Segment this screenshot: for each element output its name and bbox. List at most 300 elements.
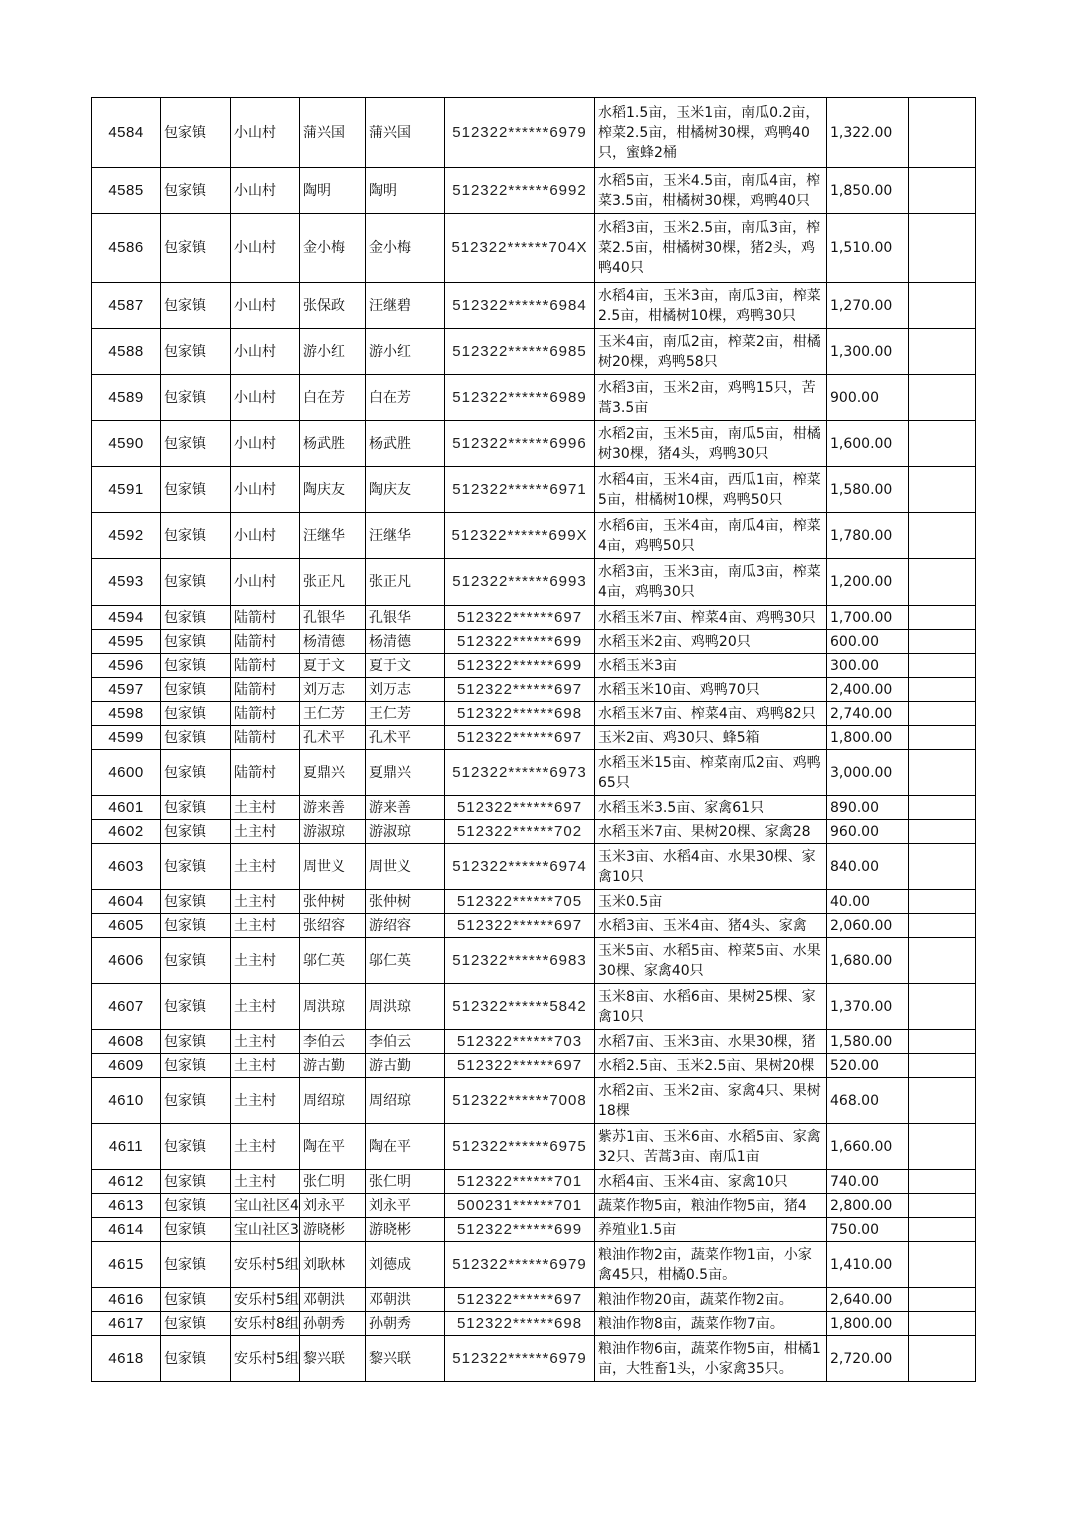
id-number-cell: 512322******698 — [445, 702, 595, 726]
production-description-cell: 水稻玉米7亩、榨菜4亩、鸡鸭82只 — [595, 702, 827, 726]
id-number-cell: 512322******6985 — [445, 329, 595, 375]
production-description-cell: 水稻3亩、玉米4亩、猪4头、家禽 — [595, 914, 827, 938]
subsidy-amount-cell: 1,580.00 — [827, 1030, 909, 1054]
subsidy-amount-cell: 1,800.00 — [827, 726, 909, 750]
id-number-cell: 512322******6979 — [445, 1336, 595, 1382]
payee-name-cell: 金小梅 — [366, 214, 445, 283]
table-row — [92, 283, 976, 329]
household-name-cell: 孔银华 — [300, 606, 366, 630]
production-description-cell: 水稻4亩，玉米3亩，南瓜3亩，榨菜2.5亩，柑橘树10棵，鸡鸭30只 — [595, 283, 827, 329]
household-name-cell: 夏于文 — [300, 654, 366, 678]
payee-name-cell: 邬仁英 — [366, 938, 445, 984]
production-description-cell: 紫苏1亩、玉米6亩、水稻5亩、家禽32只、苦蒿3亩、南瓜1亩 — [595, 1124, 827, 1170]
village-cell: 小山村 — [231, 375, 300, 421]
production-description-cell: 水稻玉米10亩、鸡鸭70只 — [595, 678, 827, 702]
production-description-cell: 水稻玉米7亩、榨菜4亩、鸡鸭30只 — [595, 606, 827, 630]
row-number: 4596 — [92, 654, 161, 678]
production-description-cell: 水稻4亩、玉米4亩、家禽10只 — [595, 1170, 827, 1194]
row-number: 4599 — [92, 726, 161, 750]
household-name-cell: 夏鼎兴 — [300, 750, 366, 796]
remarks-cell — [909, 559, 976, 606]
id-number-cell: 512322******6983 — [445, 938, 595, 984]
town-cell: 包家镇 — [161, 559, 231, 606]
subsidy-amount-cell: 468.00 — [827, 1078, 909, 1124]
subsidy-amount-cell: 1,700.00 — [827, 606, 909, 630]
row-number: 4612 — [92, 1170, 161, 1194]
remarks-cell — [909, 98, 976, 168]
town-cell: 包家镇 — [161, 654, 231, 678]
table-row — [92, 1288, 976, 1312]
remarks-cell — [909, 726, 976, 750]
household-name-cell: 陶在平 — [300, 1124, 366, 1170]
id-number-cell: 512322******701 — [445, 1170, 595, 1194]
subsidy-amount-cell: 3,000.00 — [827, 750, 909, 796]
payee-name-cell: 夏于文 — [366, 654, 445, 678]
payee-name-cell: 周洪琼 — [366, 984, 445, 1030]
household-name-cell: 张正凡 — [300, 559, 366, 606]
payee-name-cell: 邓朝洪 — [366, 1288, 445, 1312]
id-number-cell: 512322******697 — [445, 1288, 595, 1312]
id-number-cell: 512322******6973 — [445, 750, 595, 796]
payee-name-cell: 刘德成 — [366, 1242, 445, 1288]
payee-name-cell: 陶明 — [366, 168, 445, 214]
town-cell: 包家镇 — [161, 467, 231, 513]
table-row — [92, 98, 976, 168]
town-cell: 包家镇 — [161, 1336, 231, 1382]
household-name-cell: 杨清德 — [300, 630, 366, 654]
subsidy-amount-cell: 1,510.00 — [827, 214, 909, 283]
town-cell: 包家镇 — [161, 750, 231, 796]
row-number: 4602 — [92, 820, 161, 844]
town-cell: 包家镇 — [161, 98, 231, 168]
table-row — [92, 914, 976, 938]
household-name-cell: 张绍容 — [300, 914, 366, 938]
row-number: 4608 — [92, 1030, 161, 1054]
subsidy-amount-cell: 1,800.00 — [827, 1312, 909, 1336]
village-cell: 土主村 — [231, 844, 300, 890]
payee-name-cell: 孔术平 — [366, 726, 445, 750]
household-name-cell: 邬仁英 — [300, 938, 366, 984]
household-name-cell: 游晓彬 — [300, 1218, 366, 1242]
remarks-cell — [909, 513, 976, 559]
town-cell: 包家镇 — [161, 513, 231, 559]
subsidy-amount-cell: 1,660.00 — [827, 1124, 909, 1170]
subsidy-amount-cell: 300.00 — [827, 654, 909, 678]
table-row — [92, 168, 976, 214]
payee-name-cell: 游小红 — [366, 329, 445, 375]
table-row — [92, 467, 976, 513]
household-name-cell: 李伯云 — [300, 1030, 366, 1054]
id-number-cell: 512322******697 — [445, 606, 595, 630]
village-cell: 土主村 — [231, 1054, 300, 1078]
subsidy-amount-cell: 740.00 — [827, 1170, 909, 1194]
village-cell: 宝山社区3 — [231, 1218, 300, 1242]
remarks-cell — [909, 467, 976, 513]
payee-name-cell: 孙朝秀 — [366, 1312, 445, 1336]
town-cell: 包家镇 — [161, 796, 231, 820]
row-number: 4595 — [92, 630, 161, 654]
production-description-cell: 粮油作物20亩，蔬菜作物2亩。 — [595, 1288, 827, 1312]
id-number-cell: 512322******6979 — [445, 1242, 595, 1288]
production-description-cell: 玉米2亩、鸡30只、蜂5箱 — [595, 726, 827, 750]
remarks-cell — [909, 654, 976, 678]
production-description-cell: 水稻5亩，玉米4.5亩，南瓜4亩，榨菜3.5亩，柑橘树30棵，鸡鸭40只 — [595, 168, 827, 214]
household-name-cell: 张保政 — [300, 283, 366, 329]
row-number: 4618 — [92, 1336, 161, 1382]
row-number: 4607 — [92, 984, 161, 1030]
household-name-cell: 陶明 — [300, 168, 366, 214]
remarks-cell — [909, 1288, 976, 1312]
town-cell: 包家镇 — [161, 1242, 231, 1288]
remarks-cell — [909, 702, 976, 726]
household-name-cell: 汪继华 — [300, 513, 366, 559]
village-cell: 土主村 — [231, 1030, 300, 1054]
household-name-cell: 蒲兴国 — [300, 98, 366, 168]
village-cell: 陆箭村 — [231, 630, 300, 654]
subsidy-amount-cell: 840.00 — [827, 844, 909, 890]
remarks-cell — [909, 1030, 976, 1054]
village-cell: 土主村 — [231, 890, 300, 914]
remarks-cell — [909, 606, 976, 630]
row-number: 4588 — [92, 329, 161, 375]
table-row — [92, 214, 976, 283]
village-cell: 小山村 — [231, 214, 300, 283]
subsidy-amount-cell: 890.00 — [827, 796, 909, 820]
id-number-cell: 512322******705 — [445, 890, 595, 914]
production-description-cell: 玉米5亩、水稻5亩、榨菜5亩、水果30棵、家禽40只 — [595, 938, 827, 984]
household-name-cell: 陶庆友 — [300, 467, 366, 513]
table-row — [92, 654, 976, 678]
subsidy-amount-cell: 2,740.00 — [827, 702, 909, 726]
id-number-cell: 500231******701 — [445, 1194, 595, 1218]
subsidy-amount-cell: 1,200.00 — [827, 559, 909, 606]
payee-name-cell: 游古勤 — [366, 1054, 445, 1078]
production-description-cell: 玉米3亩、水稻4亩、水果30棵、家禽10只 — [595, 844, 827, 890]
village-cell: 陆箭村 — [231, 750, 300, 796]
table-row — [92, 1124, 976, 1170]
table-row — [92, 1054, 976, 1078]
row-number: 4594 — [92, 606, 161, 630]
town-cell: 包家镇 — [161, 1124, 231, 1170]
row-number: 4609 — [92, 1054, 161, 1078]
payee-name-cell: 刘永平 — [366, 1194, 445, 1218]
table-row — [92, 1312, 976, 1336]
remarks-cell — [909, 1242, 976, 1288]
remarks-cell — [909, 1124, 976, 1170]
table-row — [92, 606, 976, 630]
household-name-cell: 周洪琼 — [300, 984, 366, 1030]
town-cell: 包家镇 — [161, 214, 231, 283]
table-row — [92, 820, 976, 844]
production-description-cell: 水稻玉米3亩 — [595, 654, 827, 678]
table-row — [92, 890, 976, 914]
id-number-cell: 512322******6975 — [445, 1124, 595, 1170]
household-name-cell: 孔术平 — [300, 726, 366, 750]
subsidy-amount-cell: 1,850.00 — [827, 168, 909, 214]
payee-name-cell: 张正凡 — [366, 559, 445, 606]
subsidy-amount-cell: 1,780.00 — [827, 513, 909, 559]
payee-name-cell: 杨武胜 — [366, 421, 445, 467]
village-cell: 安乐村5组 — [231, 1242, 300, 1288]
production-description-cell: 水稻4亩，玉米4亩，西瓜1亩，榨菜5亩，柑橘树10棵，鸡鸭50只 — [595, 467, 827, 513]
row-number: 4590 — [92, 421, 161, 467]
table-row — [92, 1218, 976, 1242]
village-cell: 土主村 — [231, 1124, 300, 1170]
production-description-cell: 水稻1.5亩，玉米1亩，南瓜0.2亩，榨菜2.5亩，柑橘树30棵，鸡鸭40只，蜜蜂2桶 — [595, 98, 827, 168]
payee-name-cell: 白在芳 — [366, 375, 445, 421]
town-cell: 包家镇 — [161, 421, 231, 467]
row-number: 4593 — [92, 559, 161, 606]
village-cell: 土主村 — [231, 1078, 300, 1124]
remarks-cell — [909, 329, 976, 375]
table-row — [92, 1170, 976, 1194]
row-number: 4598 — [92, 702, 161, 726]
table-row — [92, 726, 976, 750]
remarks-cell — [909, 1218, 976, 1242]
production-description-cell: 玉米8亩、水稻6亩、果树25棵、家禽10只 — [595, 984, 827, 1030]
id-number-cell: 512322******699 — [445, 1218, 595, 1242]
remarks-cell — [909, 1170, 976, 1194]
remarks-cell — [909, 844, 976, 890]
village-cell: 安乐村8组 — [231, 1312, 300, 1336]
production-description-cell: 粮油作物2亩，蔬菜作物1亩，小家禽45只，柑橘0.5亩。 — [595, 1242, 827, 1288]
town-cell: 包家镇 — [161, 168, 231, 214]
payee-name-cell: 游晓彬 — [366, 1218, 445, 1242]
id-number-cell: 512322******697 — [445, 1054, 595, 1078]
row-number: 4614 — [92, 1218, 161, 1242]
remarks-cell — [909, 1312, 976, 1336]
row-number: 4601 — [92, 796, 161, 820]
village-cell: 陆箭村 — [231, 678, 300, 702]
payee-name-cell: 游淑琼 — [366, 820, 445, 844]
payee-name-cell: 周世义 — [366, 844, 445, 890]
id-number-cell: 512322******697 — [445, 796, 595, 820]
table-row — [92, 844, 976, 890]
town-cell: 包家镇 — [161, 726, 231, 750]
production-description-cell: 水稻玉米7亩、果树20棵、家禽28 — [595, 820, 827, 844]
row-number: 4610 — [92, 1078, 161, 1124]
subsidy-amount-cell: 750.00 — [827, 1218, 909, 1242]
subsidy-amount-cell: 960.00 — [827, 820, 909, 844]
id-number-cell: 512322******6993 — [445, 559, 595, 606]
payee-name-cell: 陶在平 — [366, 1124, 445, 1170]
household-name-cell: 周绍琼 — [300, 1078, 366, 1124]
remarks-cell — [909, 820, 976, 844]
subsidy-amount-cell: 2,060.00 — [827, 914, 909, 938]
production-description-cell: 蔬菜作物5亩，粮油作物5亩，猪4 — [595, 1194, 827, 1218]
town-cell: 包家镇 — [161, 1218, 231, 1242]
subsidy-amount-cell: 40.00 — [827, 890, 909, 914]
id-number-cell: 512322******697 — [445, 678, 595, 702]
payee-name-cell: 游绍容 — [366, 914, 445, 938]
row-number: 4615 — [92, 1242, 161, 1288]
production-description-cell: 水稻6亩，玉米4亩，南瓜4亩，榨菜4亩，鸡鸭50只 — [595, 513, 827, 559]
town-cell: 包家镇 — [161, 678, 231, 702]
row-number: 4604 — [92, 890, 161, 914]
household-name-cell: 游小红 — [300, 329, 366, 375]
remarks-cell — [909, 750, 976, 796]
subsidy-amount-cell: 1,600.00 — [827, 421, 909, 467]
payee-name-cell: 刘万志 — [366, 678, 445, 702]
payee-name-cell: 李伯云 — [366, 1030, 445, 1054]
remarks-cell — [909, 1078, 976, 1124]
household-name-cell: 王仁芳 — [300, 702, 366, 726]
table-row — [92, 329, 976, 375]
village-cell: 土主村 — [231, 938, 300, 984]
town-cell: 包家镇 — [161, 1312, 231, 1336]
town-cell: 包家镇 — [161, 1194, 231, 1218]
subsidy-amount-cell: 1,580.00 — [827, 467, 909, 513]
subsidy-amount-cell: 1,300.00 — [827, 329, 909, 375]
village-cell: 小山村 — [231, 421, 300, 467]
row-number: 4587 — [92, 283, 161, 329]
town-cell: 包家镇 — [161, 1170, 231, 1194]
remarks-cell — [909, 1194, 976, 1218]
production-description-cell: 水稻玉米3.5亩、家禽61只 — [595, 796, 827, 820]
row-number: 4585 — [92, 168, 161, 214]
village-cell: 土主村 — [231, 914, 300, 938]
subsidy-table — [91, 97, 976, 1382]
row-number: 4591 — [92, 467, 161, 513]
remarks-cell — [909, 984, 976, 1030]
id-number-cell: 512322******698 — [445, 1312, 595, 1336]
table-row — [92, 1078, 976, 1124]
table-row — [92, 375, 976, 421]
village-cell: 安乐村5组 — [231, 1288, 300, 1312]
row-number: 4616 — [92, 1288, 161, 1312]
remarks-cell — [909, 914, 976, 938]
table-row — [92, 796, 976, 820]
id-number-cell: 512322******699X — [445, 513, 595, 559]
household-name-cell: 游淑琼 — [300, 820, 366, 844]
village-cell: 土主村 — [231, 820, 300, 844]
subsidy-amount-cell: 1,680.00 — [827, 938, 909, 984]
payee-name-cell: 汪继碧 — [366, 283, 445, 329]
table-row — [92, 750, 976, 796]
payee-name-cell: 杨清德 — [366, 630, 445, 654]
household-name-cell: 张仲树 — [300, 890, 366, 914]
village-cell: 陆箭村 — [231, 606, 300, 630]
town-cell: 包家镇 — [161, 890, 231, 914]
row-number: 4586 — [92, 214, 161, 283]
table-row — [92, 630, 976, 654]
village-cell: 小山村 — [231, 467, 300, 513]
remarks-cell — [909, 421, 976, 467]
remarks-cell — [909, 938, 976, 984]
remarks-cell — [909, 1336, 976, 1382]
row-number: 4611 — [92, 1124, 161, 1170]
subsidy-amount-cell: 2,640.00 — [827, 1288, 909, 1312]
id-number-cell: 512322******697 — [445, 914, 595, 938]
table-row — [92, 559, 976, 606]
town-cell: 包家镇 — [161, 844, 231, 890]
id-number-cell: 512322******6984 — [445, 283, 595, 329]
town-cell: 包家镇 — [161, 375, 231, 421]
production-description-cell: 水稻3亩，玉米2亩，鸡鸭15只，苦蒿3.5亩 — [595, 375, 827, 421]
payee-name-cell: 黎兴联 — [366, 1336, 445, 1382]
payee-name-cell: 周绍琼 — [366, 1078, 445, 1124]
table-row — [92, 421, 976, 467]
household-name-cell: 杨武胜 — [300, 421, 366, 467]
village-cell: 宝山社区4 — [231, 1194, 300, 1218]
town-cell: 包家镇 — [161, 820, 231, 844]
household-name-cell: 刘万志 — [300, 678, 366, 702]
production-description-cell: 水稻玉米15亩、榨菜南瓜2亩、鸡鸭65只 — [595, 750, 827, 796]
payee-name-cell: 孔银华 — [366, 606, 445, 630]
table-row — [92, 1336, 976, 1382]
subsidy-amount-cell: 1,322.00 — [827, 98, 909, 168]
id-number-cell: 512322******6979 — [445, 98, 595, 168]
production-description-cell: 养殖业1.5亩 — [595, 1218, 827, 1242]
id-number-cell: 512322******697 — [445, 726, 595, 750]
household-name-cell: 游古勤 — [300, 1054, 366, 1078]
row-number: 4597 — [92, 678, 161, 702]
production-description-cell: 粮油作物6亩，蔬菜作物5亩，柑橘1亩，大牲畜1头，小家禽35只。 — [595, 1336, 827, 1382]
id-number-cell: 512322******704X — [445, 214, 595, 283]
table-row — [92, 513, 976, 559]
id-number-cell: 512322******6989 — [445, 375, 595, 421]
household-name-cell: 刘永平 — [300, 1194, 366, 1218]
subsidy-amount-cell: 1,270.00 — [827, 283, 909, 329]
row-number: 4592 — [92, 513, 161, 559]
id-number-cell: 512322******6974 — [445, 844, 595, 890]
remarks-cell — [909, 1054, 976, 1078]
town-cell: 包家镇 — [161, 984, 231, 1030]
row-number: 4605 — [92, 914, 161, 938]
row-number: 4584 — [92, 98, 161, 168]
village-cell: 小山村 — [231, 329, 300, 375]
production-description-cell: 粮油作物8亩，蔬菜作物7亩。 — [595, 1312, 827, 1336]
remarks-cell — [909, 214, 976, 283]
subsidy-amount-cell: 900.00 — [827, 375, 909, 421]
table-row — [92, 984, 976, 1030]
household-name-cell: 周世义 — [300, 844, 366, 890]
production-description-cell: 水稻2亩，玉米5亩，南瓜5亩，柑橘树30棵，猪4头，鸡鸭30只 — [595, 421, 827, 467]
payee-name-cell: 张仲树 — [366, 890, 445, 914]
village-cell: 陆箭村 — [231, 702, 300, 726]
household-name-cell: 孙朝秀 — [300, 1312, 366, 1336]
payee-name-cell: 蒲兴国 — [366, 98, 445, 168]
village-cell: 安乐村5组 — [231, 1336, 300, 1382]
payee-name-cell: 汪继华 — [366, 513, 445, 559]
payee-name-cell: 夏鼎兴 — [366, 750, 445, 796]
production-description-cell: 水稻7亩、玉米3亩、水果30棵，猪 — [595, 1030, 827, 1054]
row-number: 4600 — [92, 750, 161, 796]
table-row — [92, 1242, 976, 1288]
subsidy-amount-cell: 1,410.00 — [827, 1242, 909, 1288]
payee-name-cell: 张仁明 — [366, 1170, 445, 1194]
payee-name-cell: 王仁芳 — [366, 702, 445, 726]
row-number: 4603 — [92, 844, 161, 890]
remarks-cell — [909, 678, 976, 702]
payee-name-cell: 陶庆友 — [366, 467, 445, 513]
town-cell: 包家镇 — [161, 283, 231, 329]
remarks-cell — [909, 168, 976, 214]
village-cell: 小山村 — [231, 283, 300, 329]
table-row — [92, 1194, 976, 1218]
town-cell: 包家镇 — [161, 702, 231, 726]
id-number-cell: 512322******699 — [445, 630, 595, 654]
town-cell: 包家镇 — [161, 914, 231, 938]
id-number-cell: 512322******6971 — [445, 467, 595, 513]
remarks-cell — [909, 890, 976, 914]
row-number: 4589 — [92, 375, 161, 421]
town-cell: 包家镇 — [161, 1078, 231, 1124]
village-cell: 土主村 — [231, 796, 300, 820]
town-cell: 包家镇 — [161, 606, 231, 630]
production-description-cell: 水稻2亩、玉米2亩、家禽4只、果树18棵 — [595, 1078, 827, 1124]
id-number-cell: 512322******7008 — [445, 1078, 595, 1124]
